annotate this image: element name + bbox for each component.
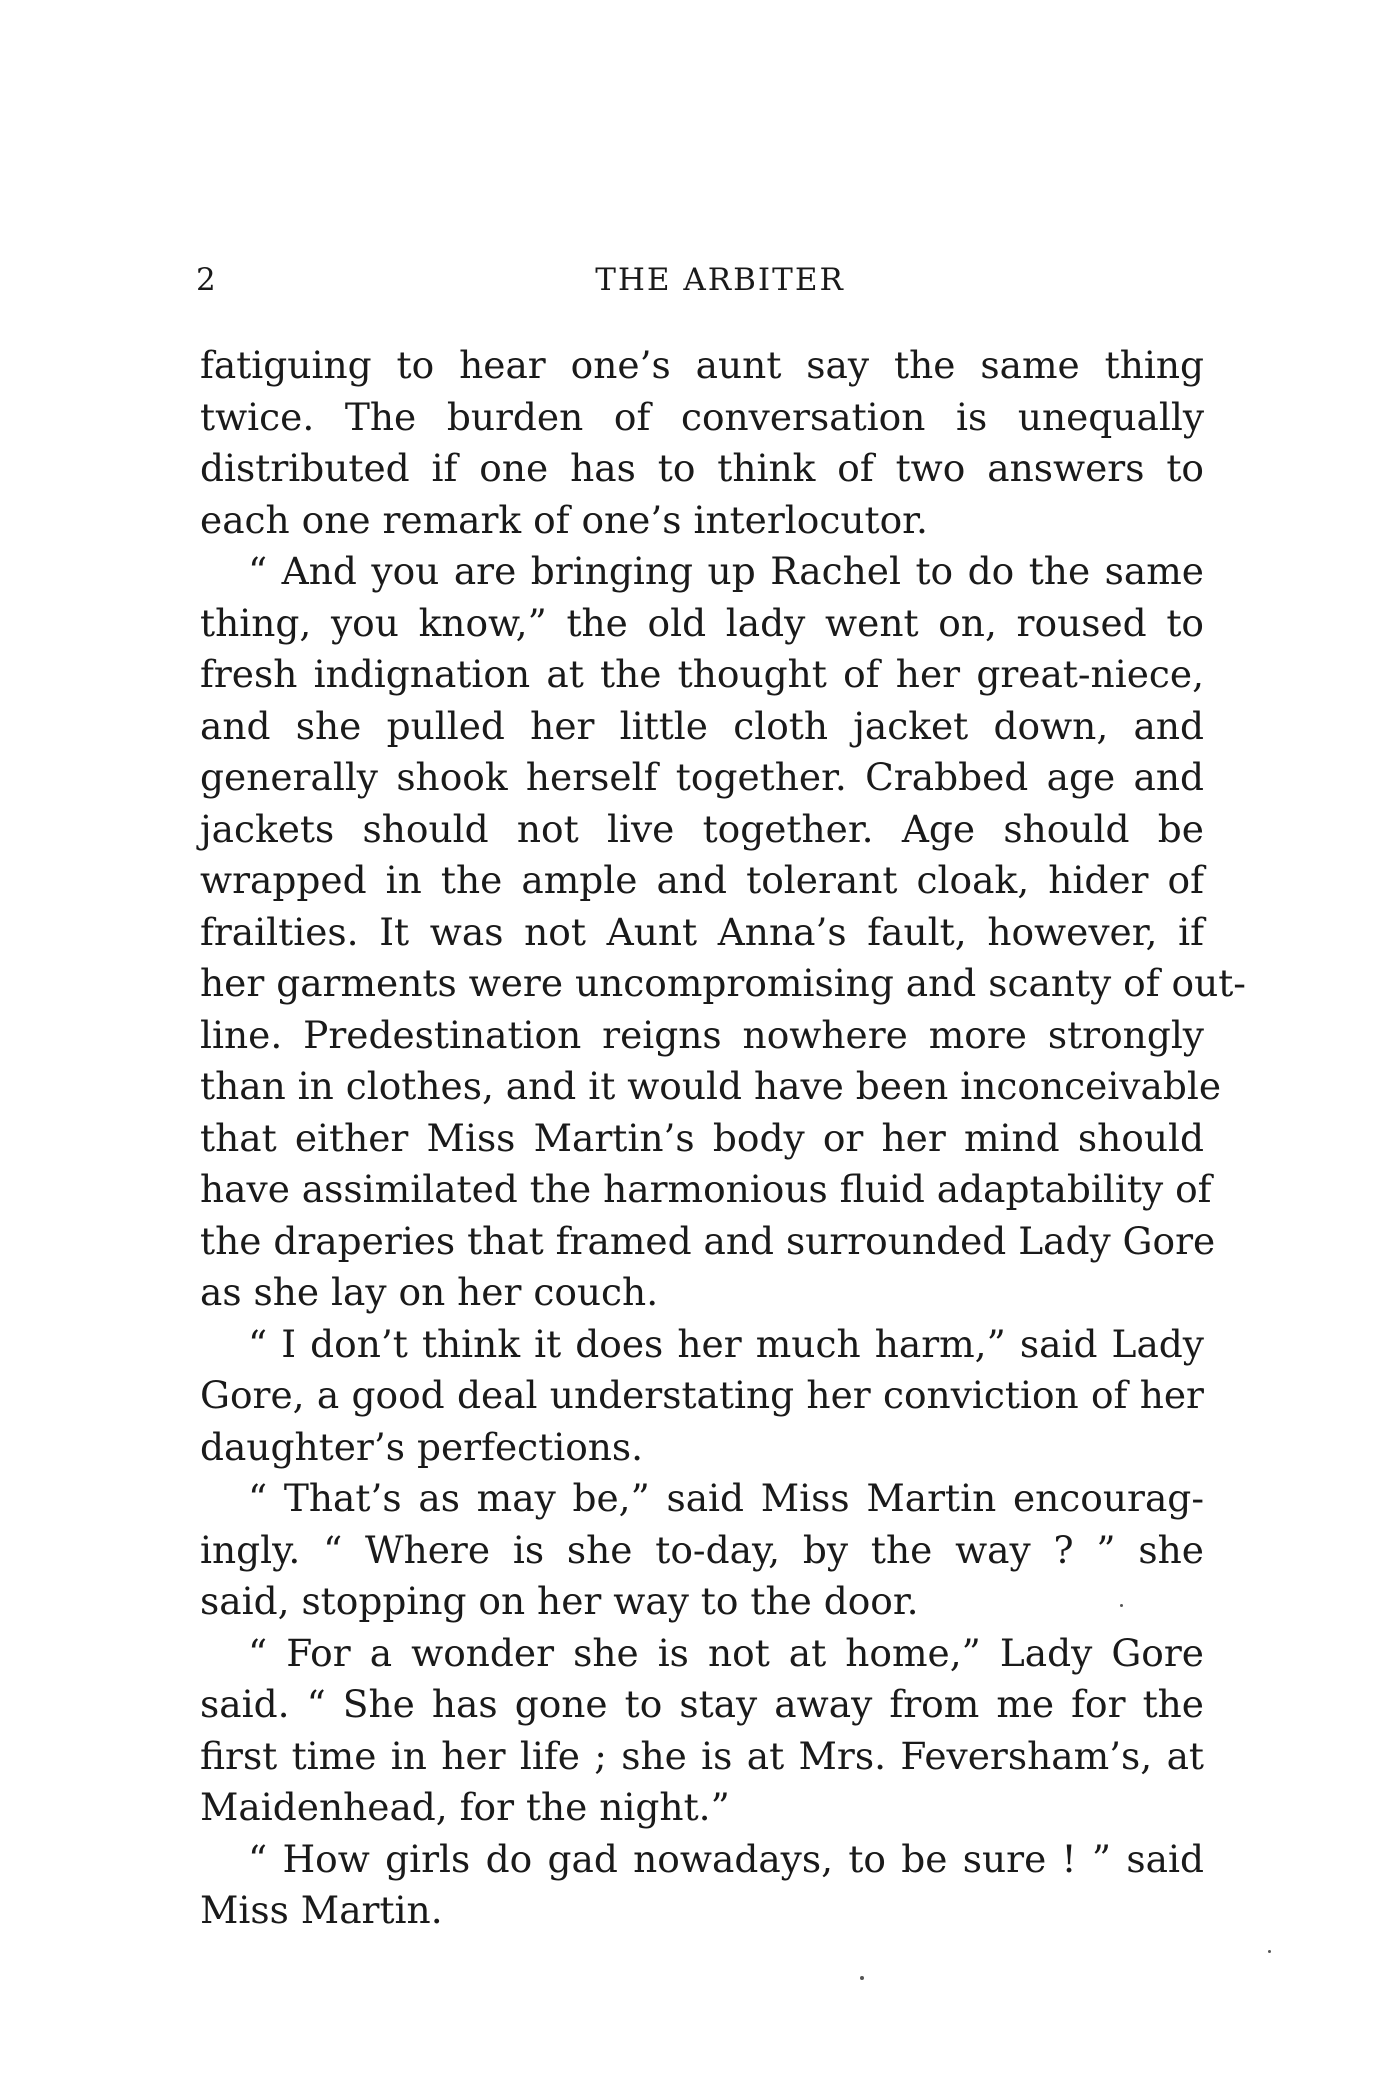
text-line: “ I don’t think it does her much harm,” said Lady [248, 1321, 1204, 1366]
text-line: that either Miss Martin’s body or her mind should [200, 1115, 1204, 1160]
print-speck [1268, 1950, 1271, 1953]
text-line: first time in her life ; she is at Mrs. Feversham’s, at [200, 1733, 1204, 1778]
text-line: distributed if one has to think of two answers to [200, 446, 1204, 490]
text-line: than in clothes, and it would have been inconceivable [200, 1064, 1222, 1108]
text-line: Miss Martin. [200, 1888, 443, 1932]
text-line: line. Predestination reigns nowhere more strongly [200, 1012, 1204, 1057]
text-line: wrapped in the ample and tolerant cloak, hider of [200, 858, 1204, 902]
text-line: the draperies that framed and surrounded Lady Gore [200, 1218, 1216, 1263]
text-line: and she pulled her little cloth jacket down, and [200, 703, 1204, 748]
text-line: frailties. It was not Aunt Anna’s fault, however, if [200, 909, 1204, 954]
text-line: “ For a wonder she is not at home,” Lady Gore [248, 1630, 1204, 1675]
text-line: jackets should not live together. Age should be [200, 806, 1204, 851]
text-line: ingly. “ Where is she to-day, by the way ? ” she [200, 1527, 1204, 1572]
page-header [196, 262, 1204, 306]
text-line: “ How girls do gad nowadays, to be sure ! ” said [248, 1836, 1204, 1881]
text-line: fresh indignation at the thought of her great-niece, [200, 652, 1204, 696]
print-speck [1120, 1604, 1123, 1607]
text-line: “ That’s as may be,” said Miss Martin encourag- [248, 1476, 1204, 1520]
running-title: THE ARBITER [595, 262, 845, 298]
text-line: her garments were uncompromising and scanty of out- [200, 961, 1246, 1005]
text-line: said. “ She has gone to stay away from me for the [200, 1682, 1204, 1726]
body-text [200, 340, 1246, 1937]
text-line: as she lay on her couch. [200, 1270, 659, 1314]
print-speck [860, 1976, 864, 1980]
page-number: 2 [196, 262, 218, 298]
text-line: thing, you know,” the old lady went on, roused to [200, 600, 1204, 645]
text-line: generally shook herself together. Crabbed age and [200, 755, 1204, 799]
text-line: fatiguing to hear one’s aunt say the same thing [200, 343, 1204, 387]
text-line: Maidenhead, for the night.” [200, 1785, 730, 1829]
text-line: have assimilated the harmonious fluid adaptability of [200, 1167, 1212, 1211]
text-line: twice. The burden of conversation is unequally [200, 394, 1204, 439]
text-line: each one remark of one’s interlocutor. [200, 497, 928, 542]
text-line: Gore, a good deal understating her conviction of her [200, 1373, 1204, 1417]
text-line: said, stopping on her way to the door. [200, 1579, 919, 1623]
text-line: daughter’s perfections. [200, 1424, 644, 1469]
text-line: “ And you are bringing up Rachel to do the same [248, 549, 1204, 593]
